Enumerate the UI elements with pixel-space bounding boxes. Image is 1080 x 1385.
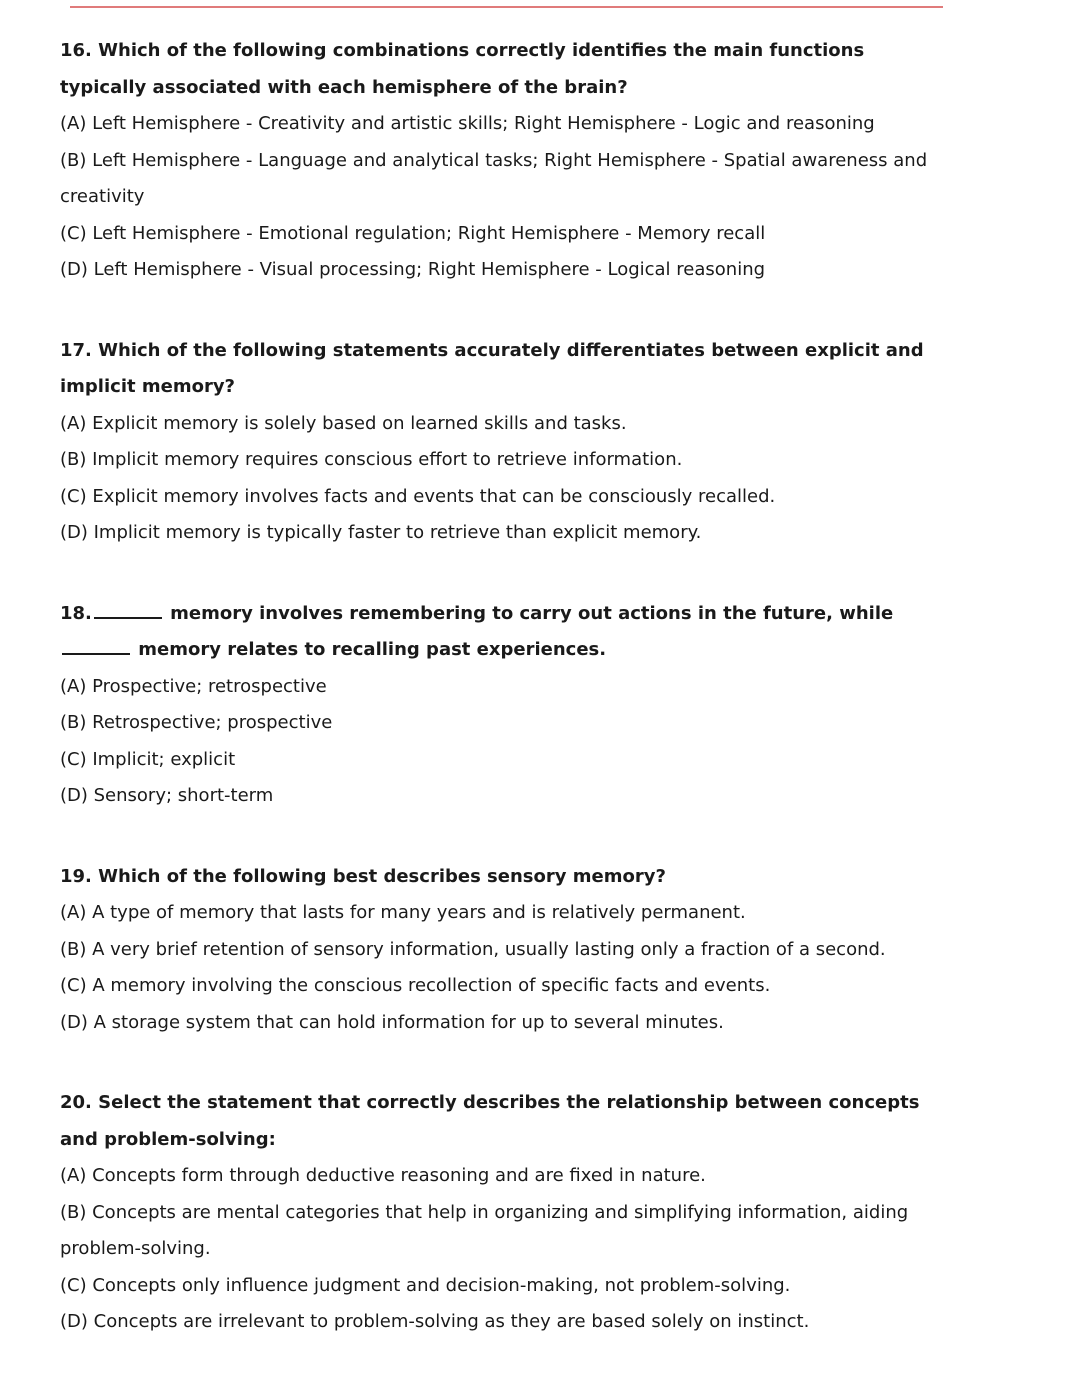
option-d: (D) Concepts are irrelevant to problem-solving as they are based solely on instinct.	[60, 1311, 810, 1332]
option-d: (D) Left Hemisphere - Visual processing; Right Hemisphere - Logical reasoning	[60, 259, 766, 280]
option-b: (B) Left Hemisphere - Language and analytical tasks; Right Hemisphere - Spatial awareness and creativity	[60, 149, 928, 207]
option-a: (A) Left Hemisphere - Creativity and artistic skills; Right Hemisphere - Logic and reasoning	[60, 113, 875, 134]
option-b: (B) Concepts are mental categories that help in organizing and simplifying information, aiding problem-solving.	[60, 1201, 909, 1259]
question-title	[60, 333, 940, 406]
question-text-part1: memory involves remembering to carry out actions in the future, while	[170, 602, 894, 624]
header-divider	[70, 6, 943, 8]
question-title	[60, 596, 940, 669]
option-c: (C) A memory involving the conscious recollection of specific facts and events.	[60, 975, 771, 996]
option-b: (B) Implicit memory requires conscious effort to retrieve information.	[60, 449, 683, 470]
option-c: (C) Left Hemisphere - Emotional regulation; Right Hemisphere - Memory recall	[60, 222, 766, 244]
question-number: 20.	[60, 1092, 92, 1113]
option-c: (C) Concepts only influence judgment and decision-making, not problem-solving.	[60, 1274, 791, 1296]
question-19	[60, 859, 940, 1042]
option-b: (B) Retrospective; prospective	[60, 712, 333, 733]
option-a: (A) A type of memory that lasts for many years and is relatively permanent.	[60, 902, 746, 923]
question-number: 19.	[60, 865, 92, 887]
option-b: (B) A very brief retention of sensory information, usually lasting only a fraction of a second.	[60, 938, 886, 960]
question-18	[60, 596, 940, 815]
question-text: Which of the following combinations correctly identifies the main functions typically associated with each hemisphere of the brain?	[60, 40, 865, 98]
option-d: (D) Sensory; short-term	[60, 785, 274, 806]
fill-in-blank	[62, 639, 130, 655]
option-d: (D) Implicit memory is typically faster to retrieve than explicit memory.	[60, 522, 702, 543]
question-17	[60, 333, 940, 552]
question-title	[60, 1085, 940, 1158]
question-number: 18.	[60, 602, 92, 624]
option-a: (A) Concepts form through deductive reasoning and are fixed in nature.	[60, 1165, 706, 1186]
question-number: 17.	[60, 339, 92, 361]
question-16	[60, 33, 940, 289]
option-d: (D) A storage system that can hold information for up to several minutes.	[60, 1011, 724, 1033]
question-text: Which of the following best describes sensory memory?	[98, 865, 666, 887]
question-number: 16.	[60, 40, 92, 61]
question-20	[60, 1085, 940, 1341]
option-c: (C) Explicit memory involves facts and events that can be consciously recalled.	[60, 485, 776, 507]
question-title	[60, 859, 940, 896]
question-text-part2: memory relates to recalling past experiences.	[138, 639, 607, 660]
option-a: (A) Prospective; retrospective	[60, 675, 327, 697]
option-c: (C) Implicit; explicit	[60, 748, 236, 770]
option-a: (A) Explicit memory is solely based on learned skills and tasks.	[60, 412, 627, 434]
question-list	[60, 33, 940, 1385]
question-text: Select the statement that correctly describes the relationship between concepts and problem-solving:	[60, 1092, 920, 1150]
fill-in-blank	[94, 603, 162, 619]
question-text: Which of the following statements accurately differentiates between explicit and implicit memory?	[60, 339, 924, 397]
question-title	[60, 33, 940, 106]
